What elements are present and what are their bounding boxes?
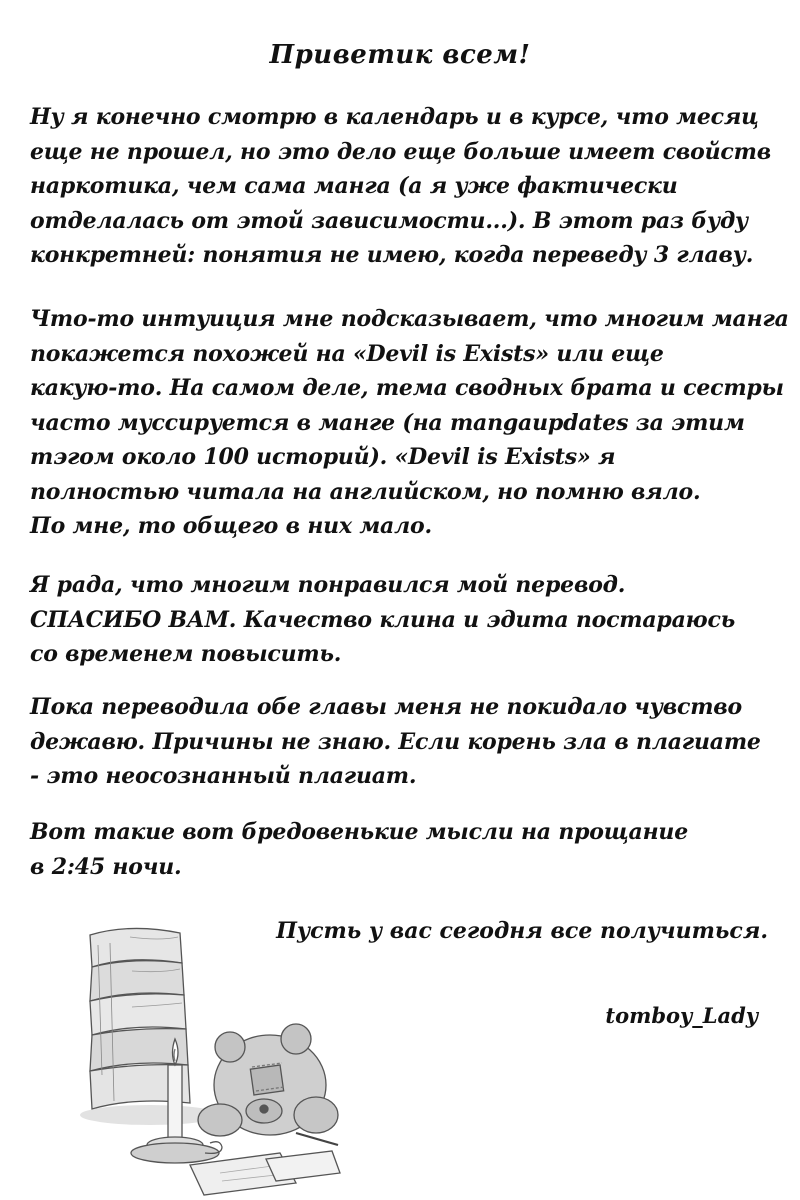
paragraph-similar-manga: [30, 302, 789, 544]
text-line: По мне, то общего в них мало.: [30, 513, 432, 539]
letter-title: Приветик всем!: [269, 40, 531, 70]
text-line: - это неосознанный плагиат.: [30, 763, 417, 789]
text-line: часто муссируется в манге (на mangaupdates за этим: [30, 409, 745, 436]
text-line: конкретней: понятия не имею, когда переведу 3 главу.: [30, 242, 754, 268]
text-line: Пока переводила обе главы меня не покидало чувство: [30, 694, 742, 720]
paragraph-farewell: [30, 815, 780, 884]
teddy-bear-books-candle-sketch-icon: [70, 915, 370, 1200]
paragraph-deja-vu: [30, 690, 780, 794]
text-line: со временем повысить.: [30, 641, 342, 667]
text-line: Вот такие вот бредовенькие мысли на прощание: [30, 819, 689, 845]
text-line: отделалась от этой зависимости...). В этот раз буду: [30, 207, 749, 234]
text-line: покажется похожей на «Devil is Exists» или еще: [30, 340, 664, 367]
text-line: СПАСИБО ВАМ. Качество клина и эдита постараюсь: [30, 606, 736, 633]
text-line: какую-то. На самом деле, тема сводных брата и сестры: [30, 375, 784, 401]
text-line: дежавю. Причины не знаю. Если корень зла в плагиате: [30, 728, 761, 755]
closing-wish: Пусть у вас сегодня все получиться.: [276, 918, 768, 944]
paragraph-thanks: [30, 568, 780, 672]
text-line: наркотика, чем сама манга (а я уже фактически: [30, 173, 678, 199]
text-line: Что-то интуиция мне подсказывает, что многим манга: [30, 306, 789, 332]
text-line: еще не прошел, но это дело еще больше имеет свойств: [30, 138, 771, 165]
text-line: в 2:45 ночи.: [30, 853, 182, 880]
text-line: полностью читала на английском, но помню вяло.: [30, 478, 701, 505]
text-line: Ну я конечно смотрю в календарь и в курсе, что месяц: [30, 104, 759, 130]
paragraph-release-date: [30, 100, 780, 273]
text-line: тэгом около 100 историй). «Devil is Exists» я: [30, 444, 616, 470]
signature: tomboy_Lady: [605, 1003, 758, 1028]
text-line: Я рада, что многим понравился мой перевод.: [30, 572, 626, 598]
